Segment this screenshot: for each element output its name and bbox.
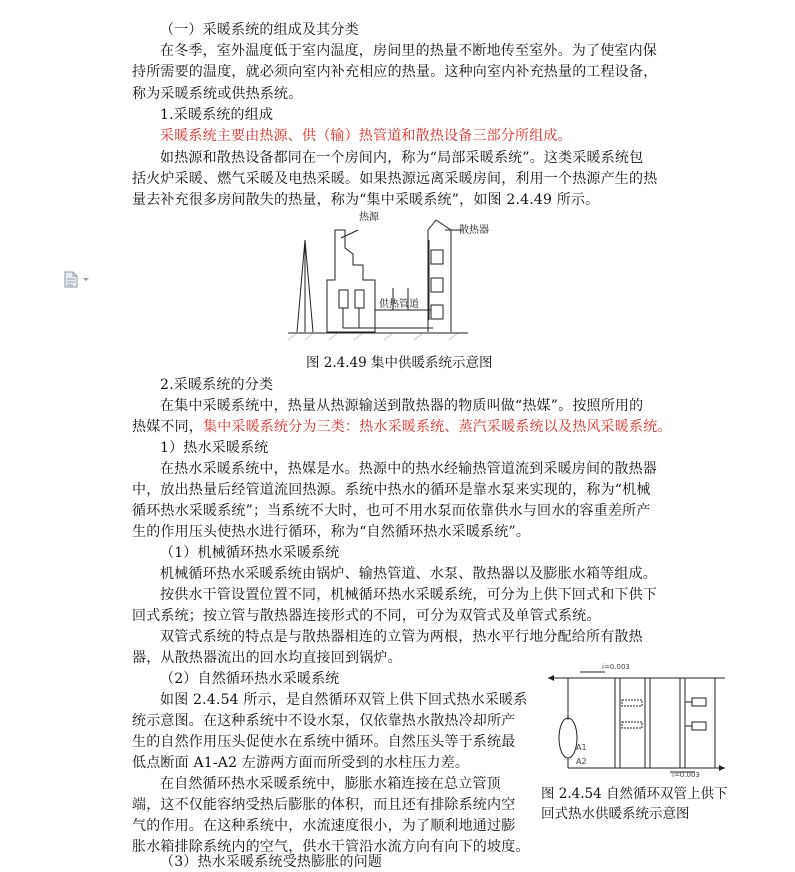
- paragraph-line: [132, 417, 672, 437]
- figure-caption: 图 2.4.54 自然循环双管上供下: [541, 786, 728, 802]
- paragraph-line: 胀水箱排除系统内的空气，供水干管沿水流方向有向下的坡度。: [132, 839, 530, 855]
- paragraph-line: 在冬季，室外温度低于室内温度，房间里的热量不断地传至室外。为了使室内保: [160, 43, 657, 59]
- subsection-heading: （3）热水采暖系统受热膨胀的问题: [160, 854, 383, 870]
- figure-caption: 图 2.4.49 集中供暖系统示意图: [306, 355, 493, 371]
- paragraph-line: 在集中采暖系统中，热量从热源输送到散热器的物质叫做“热媒”。按照所用的: [160, 398, 644, 414]
- subsection-heading: 1）热水采暖系统: [160, 440, 269, 456]
- document-menu-icon[interactable]: [62, 270, 92, 288]
- paragraph-line: 在自然循环热水采暖系统中，膨胀水箱连接在总立管顶: [160, 776, 501, 792]
- paragraph-line: 如热源和散热设备都同在一个房间内，称为“局部采暖系统”。这类采暖系统包: [160, 150, 644, 166]
- paragraph-line: 机械循环热水采暖系统由锅炉、输热管道、水泵、散热器以及膨胀水箱等组成。: [160, 566, 657, 582]
- paragraph-line: 括火炉采暖、燃气采暖及电热采暖。如果热源远离采暖房间，利用一个热源产生的热: [132, 171, 658, 187]
- paragraph-line: 在热水采暖系统中，热媒是水。热源中的热水经输热管道流到采暖房间的散热器: [160, 461, 657, 477]
- section-heading: （一）采暖系统的组成及其分类: [160, 22, 359, 38]
- paragraph-line: 量去补充很多房间散失的热量，称为“集中采暖系统”，如图 2.4.49 所示。: [132, 192, 600, 208]
- paragraph-line: 循环热水采暖系统”；当系统不大时，也可不用水泵而依靠供水与回水的容重差所产: [132, 503, 651, 519]
- slope-label-top: i=0.003: [602, 663, 630, 671]
- paragraph-line: 按供水干管设置位置不同，机械循环热水采暖系统，可分为上供下回式和下供下: [160, 587, 657, 603]
- pipe-label: 供热管道: [379, 299, 419, 310]
- subsection-heading: 2.采暖系统的分类: [160, 377, 274, 393]
- paragraph-line: 生的自然作用压头促使水在系统中循环。自然压头等于系统最: [132, 734, 516, 750]
- subsection-heading: 1.采暖系统的组成: [160, 107, 274, 123]
- paragraph-line: 端，这不仅能容纳受热后膨胀的体积，而且还有排除系统内空: [132, 797, 516, 813]
- highlighted-text: 集中采暖系统分为三类：热水采暖系统、蒸汽采暖系统以及热风采暖系统。: [203, 419, 672, 435]
- paragraph-line: 双管式系统的特点是与散热器相连的立管为两根，热水平行地分配给所有散热: [160, 629, 643, 645]
- paragraph-line: 低点断面 A1-A2 左游两方面而所受到的水柱压力差。: [132, 755, 470, 771]
- paragraph-line: 称为采暖系统或供热系统。: [132, 86, 303, 102]
- paragraph-line: 中，放出热量后经管道流回热源。系统中热水的循环是靠水泵来实现的，称为“机械: [132, 482, 651, 498]
- highlighted-line: 采暖系统主要由热源、供（输）热管道和散热设备三部分所组成。: [160, 128, 572, 144]
- section-label-a1: A1: [576, 743, 587, 752]
- paragraph-line: 持所需要的温度，就必须向室内补充相应的热量。这种向室内补充热量的工程设备，: [132, 64, 658, 80]
- paragraph-line: 生的作用压头使热水进行循环，称为“自然循环热水采暖系统”。: [132, 524, 531, 540]
- paragraph-line: 如图 2.4.54 所示，是自然循环双管上供下回式热水采暖系: [160, 692, 528, 708]
- paragraph-line: 气的作用。在这种系统中，水流速度很小，为了顺利地通过膨: [132, 818, 516, 834]
- paragraph-line: 回式系统；按立管与散热器连接形式的不同，可分为双管式及单管式系统。: [132, 608, 601, 624]
- district-heating-diagram: [283, 210, 489, 340]
- section-label-a2: A2: [576, 757, 587, 766]
- paragraph-text: 热媒不同，: [132, 419, 203, 435]
- subsection-heading: （1）机械循环热水采暖系统: [160, 545, 340, 561]
- slope-label-bottom: i=0.003: [672, 771, 700, 779]
- paragraph-line: 器，从散热器流出的回水均直接回到锅炉。: [132, 650, 402, 666]
- figure-caption-continued: 回式热水供暖系统示意图: [541, 806, 690, 822]
- paragraph-line: 统示意图。在这种系统中不设水泵，仅依靠热水散热冷却所产: [132, 713, 516, 729]
- subsection-heading: （2）自然循环热水采暖系统: [160, 671, 340, 687]
- radiator-label: 散热器: [459, 225, 489, 236]
- natural-circulation-diagram: [540, 660, 730, 778]
- heat-source-label: 热源: [359, 212, 379, 223]
